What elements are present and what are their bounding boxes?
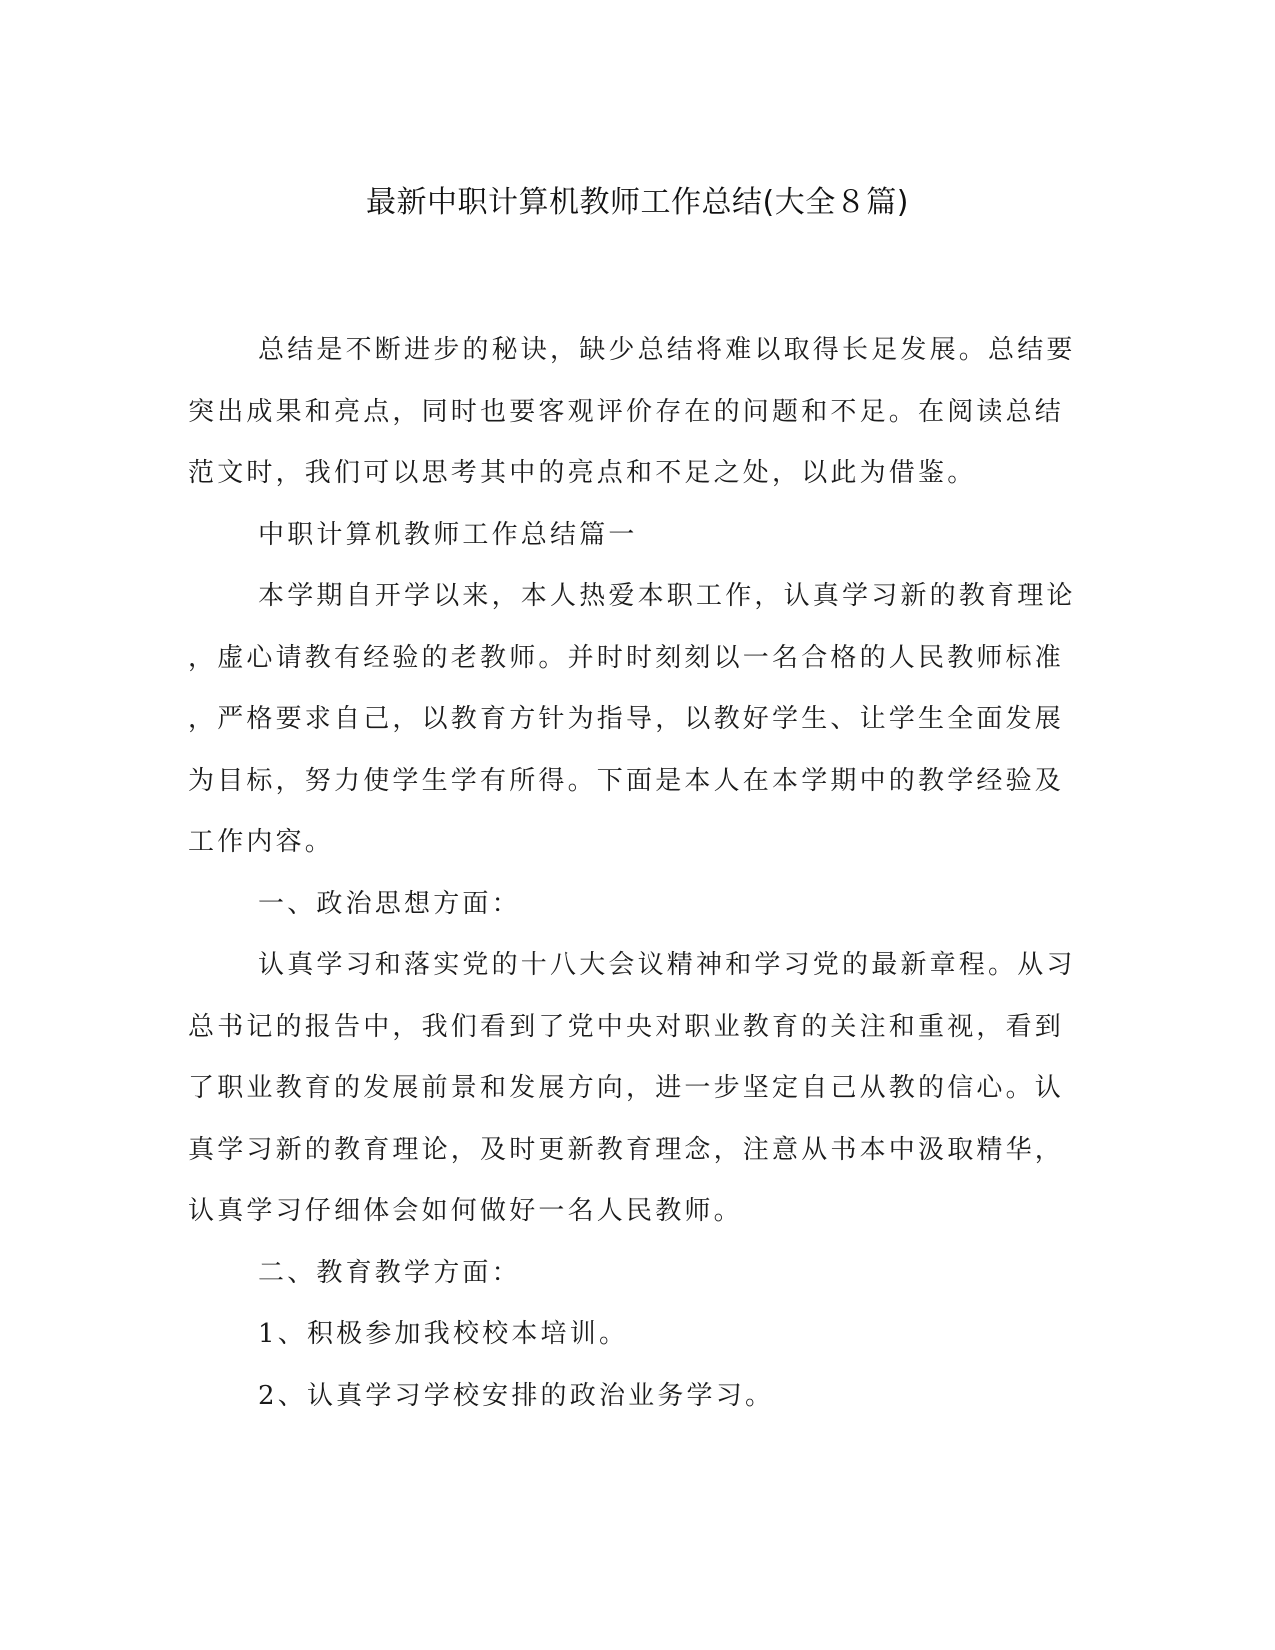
intro-paragraph-line-3: 范文时，我们可以思考其中的亮点和不足之处，以此为借鉴。	[188, 458, 977, 488]
paragraph-line: 了职业教育的发展前景和发展方向，进一步坚定自己从教的信心。认	[188, 1073, 1065, 1103]
list-item: 2、认真学习学校安排的政治业务学习。	[258, 1380, 775, 1411]
paragraph-line: 认真学习仔细体会如何做好一名人民教师。	[188, 1196, 743, 1226]
paragraph-line: 本学期自开学以来，本人热爱本职工作，认真学习新的教育理论	[258, 581, 1076, 611]
intro-paragraph-line-2: 突出成果和亮点，同时也要客观评价存在的问题和不足。在阅读总结	[188, 396, 1065, 427]
paragraph-line: 真学习新的教育理论，及时更新教育理念，注意从书本中汲取精华，	[188, 1134, 1065, 1165]
paragraph-line: ，严格要求自己，以教育方针为指导，以教好学生、让学生全面发展	[188, 704, 1065, 734]
document-body	[188, 320, 1088, 1427]
subheading-political: 一、政治思想方面：	[258, 888, 521, 919]
intro-paragraph-line-1: 总结是不断进步的秘诀，缺少总结将难以取得长足发展。总结要	[258, 335, 1076, 365]
section-heading-part-one: 中职计算机教师工作总结篇一	[258, 519, 638, 550]
paragraph-line: 为目标，努力使学生学有所得。下面是本人在本学期中的教学经验及	[188, 765, 1065, 796]
list-item: 1、积极参加我校校本培训。	[258, 1319, 629, 1349]
paragraph-line: 认真学习和落实党的十八大会议精神和学习党的最新章程。从习	[258, 950, 1076, 980]
paragraph-line: 总书记的报告中，我们看到了党中央对职业教育的关注和重视，看到	[188, 1011, 1065, 1042]
subheading-teaching: 二、教育教学方面：	[258, 1257, 521, 1288]
document-title: 最新中职计算机教师工作总结(大全８篇)	[366, 185, 909, 220]
paragraph-line: ，虚心请教有经验的老教师。并时时刻刻以一名合格的人民教师标准	[188, 642, 1065, 673]
paragraph-line: 工作内容。	[188, 827, 335, 857]
